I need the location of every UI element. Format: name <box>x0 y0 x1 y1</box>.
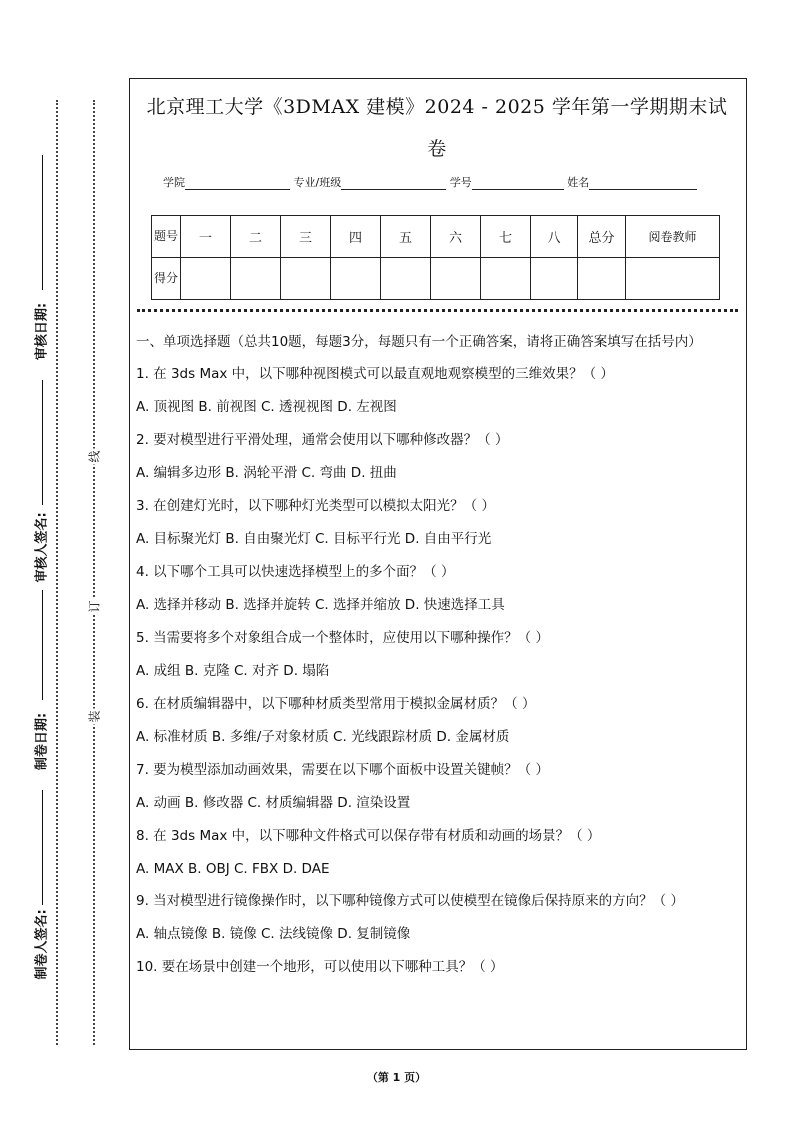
name-field[interactable] <box>589 176 697 190</box>
question-5: 5. 当需要将多个对象组合成一个整体时，应使用以下哪种操作？（ ） <box>136 630 549 646</box>
options-8: A. MAX B. OBJ C. FBX D. DAE <box>136 861 330 877</box>
student-id-field[interactable] <box>472 176 564 190</box>
col-2: 二 <box>231 216 281 258</box>
score-cell-6[interactable] <box>431 258 481 300</box>
question-8: 8. 在 3ds Max 中，以下哪种文件格式可以保存带有材质和动画的场景？（ ） <box>136 828 601 844</box>
options-1: A. 顶视图 B. 前视图 C. 透视视图 D. 左视图 <box>136 399 397 415</box>
score-cell-4[interactable] <box>331 258 381 300</box>
paper-date-line[interactable] <box>42 590 43 700</box>
col-5: 五 <box>381 216 431 258</box>
binding-mark-bind: 装 <box>87 710 102 723</box>
binding-dotted-line <box>93 100 95 1045</box>
score-cell-5[interactable] <box>381 258 431 300</box>
score-cell-2[interactable] <box>231 258 281 300</box>
options-3: A. 目标聚光灯 B. 自由聚光灯 C. 目标平行光 D. 自由平行光 <box>136 531 492 547</box>
college-label: 学院 <box>163 176 185 189</box>
question-number-label: 题号 <box>152 216 181 258</box>
question-4: 4. 以下哪个工具可以快速选择模型上的多个面？（ ） <box>136 564 455 580</box>
question-7: 7. 要为模型添加动画效果，需要在以下哪个面板中设置关键帧？（ ） <box>136 762 549 778</box>
exam-title-line1: 北京理工大学《3DMAX 建模》2024 - 2025 学年第一学期期末试 <box>146 96 728 118</box>
paper-date-label: 制卷日期: <box>34 712 50 771</box>
question-9: 9. 当对模型进行镜像操作时，以下哪种镜像方式可以使模型在镜像后保持原来的方向？（ ） <box>136 893 684 909</box>
col-7: 七 <box>481 216 531 258</box>
score-table-score-row <box>152 258 720 300</box>
score-table-header-row <box>152 216 720 258</box>
col-1: 一 <box>181 216 231 258</box>
options-5: A. 成组 B. 克隆 C. 对齐 D. 塌陷 <box>136 663 330 679</box>
paper-maker-signature-line[interactable] <box>42 790 43 905</box>
question-2: 2. 要对模型进行平滑处理，通常会使用以下哪种修改器？（ ） <box>136 432 509 448</box>
dotted-separator <box>137 309 738 312</box>
question-1: 1. 在 3ds Max 中，以下哪种视图模式可以最直观地观察模型的三维效果？（ ） <box>136 366 614 382</box>
question-section <box>136 332 740 989</box>
options-2: A. 编辑多边形 B. 涡轮平滑 C. 弯曲 D. 扭曲 <box>136 465 397 481</box>
col-4: 四 <box>331 216 381 258</box>
options-9: A. 轴点镜像 B. 镜像 C. 法线镜像 D. 复制镜像 <box>136 926 411 942</box>
reviewer-signature-label: 审核人签名: <box>34 512 50 583</box>
options-6: A. 标准材质 B. 多维/子对象材质 C. 光线跟踪材质 D. 金属材质 <box>136 729 510 745</box>
page-number: （第 1 页） <box>366 1071 427 1084</box>
score-cell-reviewer[interactable] <box>626 258 720 300</box>
review-date-line[interactable] <box>42 155 43 290</box>
outer-dotted-line <box>56 100 58 1045</box>
col-8: 八 <box>531 216 578 258</box>
score-cell-7[interactable] <box>481 258 531 300</box>
question-6: 6. 在材质编辑器中，以下哪种材质类型常用于模拟金属材质？（ ） <box>136 696 536 712</box>
options-4: A. 选择并移动 B. 选择并旋转 C. 选择并缩放 D. 快速选择工具 <box>136 597 505 613</box>
col-total: 总分 <box>578 216 626 258</box>
college-field[interactable] <box>185 176 290 190</box>
reviewer-teacher-label: 阅卷教师 <box>626 216 720 258</box>
options-7: A. 动画 B. 修改器 C. 材质编辑器 D. 渲染设置 <box>136 795 411 811</box>
col-6: 六 <box>431 216 481 258</box>
paper-maker-signature-label: 制卷人签名: <box>34 909 50 980</box>
binding-mark-line: 线 <box>87 450 102 463</box>
name-label: 姓名 <box>567 176 590 189</box>
student-id-label: 学号 <box>449 176 472 189</box>
section-heading: 一、单项选择题（总共10题，每题3分，每题只有一个正确答案，请将正确答案填写在括号内） <box>136 334 702 350</box>
major-class-field[interactable] <box>341 176 446 190</box>
reviewer-signature-line[interactable] <box>42 380 43 505</box>
score-label: 得分 <box>152 258 181 300</box>
question-3: 3. 在创建灯光时，以下哪种灯光类型可以模拟太阳光？（ ） <box>136 498 495 514</box>
exam-title <box>133 86 741 170</box>
score-cell-8[interactable] <box>531 258 578 300</box>
score-cell-3[interactable] <box>281 258 331 300</box>
question-10: 10. 要在场景中创建一个地形，可以使用以下哪种工具？（ ） <box>136 959 504 975</box>
score-cell-total[interactable] <box>578 258 626 300</box>
review-date-label: 审核日期: <box>34 302 50 361</box>
score-cell-1[interactable] <box>181 258 231 300</box>
col-3: 三 <box>281 216 331 258</box>
binding-mark-staple: 订 <box>87 600 102 613</box>
student-info-row <box>163 174 697 190</box>
score-table <box>151 215 720 300</box>
exam-title-line2: 卷 <box>427 138 447 160</box>
major-class-label: 专业/班级 <box>293 176 342 189</box>
